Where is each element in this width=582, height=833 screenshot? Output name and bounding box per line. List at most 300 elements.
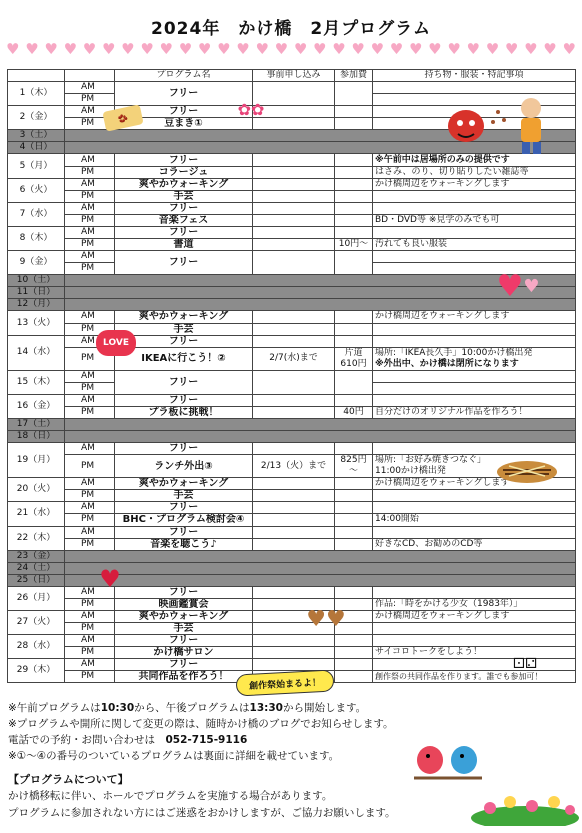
am-cell: AM: [65, 154, 115, 166]
table-row: [8, 311, 576, 323]
closed-cell: [65, 419, 576, 431]
fee-cell: [335, 154, 373, 166]
fee-cell: 40円: [335, 406, 373, 418]
note-cell: [373, 586, 576, 598]
table-row-closed: [8, 419, 576, 431]
pm-cell: PM: [65, 166, 115, 178]
pm-cell: PM: [65, 455, 115, 478]
table-row: [8, 490, 576, 502]
border-heart-icon: ♥: [524, 40, 538, 58]
program-cell: フリー: [115, 394, 253, 406]
program-cell: フリー: [115, 251, 253, 275]
table-row: [8, 178, 576, 190]
program-cell: かけ橋サロン: [115, 647, 253, 659]
am-cell: AM: [65, 586, 115, 598]
table-row: [8, 406, 576, 418]
am-cell: AM: [65, 394, 115, 406]
program-cell: フリー: [115, 202, 253, 214]
border-heart-icon: ♥: [389, 40, 404, 58]
program-cell: 音楽を聴こう♪: [115, 538, 253, 550]
note-cell: [373, 406, 576, 418]
fee-cell: [335, 659, 373, 671]
border-heart-icon: ♥: [217, 40, 231, 58]
pm-cell: PM: [65, 671, 115, 683]
program-cell: 共同作品を作ろう！: [115, 671, 253, 683]
table-row: [8, 166, 576, 178]
program-cell: フリー: [115, 82, 253, 106]
closed-cell: [65, 574, 576, 586]
fee-cell: [335, 166, 373, 178]
flower-bush-icon: [470, 780, 580, 826]
note-cell: [373, 526, 576, 538]
fee-cell: [335, 82, 373, 106]
table-row: [8, 610, 576, 622]
program-cell: フリー: [115, 335, 253, 347]
border-heart-icon: ♥: [82, 40, 97, 58]
fee-cell: [335, 323, 373, 335]
date-cell: 11（日）: [8, 287, 65, 299]
note-cell: [373, 190, 576, 202]
note-cell: かけ橋周辺をウォーキングします: [373, 610, 576, 622]
apply-cell: [253, 202, 335, 214]
table-row: [8, 623, 576, 635]
program-cell: プラ板に挑戦！: [115, 406, 253, 418]
date-cell: 27（火）: [8, 610, 65, 634]
date-cell: 5（月）: [8, 154, 65, 178]
program-cell: コラージュ: [115, 166, 253, 178]
date-cell: 1（木）: [8, 82, 65, 106]
note-cell: ※午前中は居場所のみの提供です: [373, 154, 576, 166]
date-cell: 3（土）: [8, 130, 65, 142]
table-row: [8, 635, 576, 647]
border-heart-icon: ♥: [543, 40, 557, 58]
table-header-row: [8, 70, 576, 82]
note-line: 創作祭の共同作品を作ります。誰でも参加可！: [375, 672, 543, 682]
note-line: サイコロトークをしよう！: [375, 647, 483, 658]
am-cell: AM: [65, 478, 115, 490]
am-cell: AM: [65, 526, 115, 538]
mamemaki-sign-icon: 🫘: [102, 104, 143, 131]
border-heart-icon: ♥: [447, 40, 461, 58]
apply-cell: [253, 502, 335, 514]
note-cell: [373, 227, 576, 239]
border-heart-icon: ♥: [351, 40, 365, 58]
pm-cell: PM: [65, 490, 115, 502]
border-heart-icon: ♥: [178, 40, 193, 58]
apply-cell: [253, 538, 335, 550]
header-notes: 持ち物・服装・特記事項: [373, 70, 576, 82]
program-cell: フリー: [115, 106, 253, 118]
about-line: かけ橋移転に伴い、ホールでプログラムを実施する場合があります。: [8, 790, 333, 802]
border-heart-icon: ♥: [25, 40, 39, 58]
fee-cell: [335, 227, 373, 239]
table-row: [8, 478, 576, 490]
date-cell: 7（水）: [8, 202, 65, 226]
note-cell: [373, 490, 576, 502]
header-date: [8, 70, 65, 82]
am-cell: AM: [65, 610, 115, 622]
fee-cell: [335, 190, 373, 202]
date-cell: 17（土）: [8, 419, 65, 431]
apply-cell: [253, 586, 335, 598]
note-cell: [373, 214, 576, 226]
table-row: [8, 190, 576, 202]
border-heart-icon: ♥: [236, 40, 250, 58]
date-cell: 22（木）: [8, 526, 65, 550]
closed-cell: [65, 431, 576, 443]
program-cell: フリー: [115, 502, 253, 514]
note-line: 14:00開始: [375, 514, 419, 525]
note-cell: [373, 538, 576, 550]
fee-cell: 10円～: [335, 239, 373, 251]
date-cell: 18（日）: [8, 431, 65, 443]
note-line: 場所:「IKEA長久手」10:00かけ橋出発: [375, 347, 533, 358]
date-cell: 20（火）: [8, 478, 65, 502]
program-cell: フリー: [115, 154, 253, 166]
apply-cell: [253, 647, 335, 659]
date-cell: 16（金）: [8, 394, 65, 418]
pm-cell: PM: [65, 239, 115, 251]
hearts-cluster-icon: ♥ ♥: [496, 268, 540, 304]
program-table: [7, 69, 576, 683]
pm-cell: PM: [65, 190, 115, 202]
header-fee: 参加費: [335, 70, 373, 82]
apply-cell: [253, 190, 335, 202]
date-cell: 2（金）: [8, 106, 65, 130]
apply-cell: [253, 323, 335, 335]
apply-cell: [253, 478, 335, 490]
date-cell: 19（月）: [8, 443, 65, 478]
table-row-closed: [8, 431, 576, 443]
fee-cell: [335, 335, 373, 347]
border-heart-icon: ♥: [197, 40, 212, 58]
am-cell: AM: [65, 82, 115, 94]
fee-cell: [335, 311, 373, 323]
program-cell: 豆まき①: [115, 118, 253, 130]
note-line: 電話での予約・お問い合わせは 052-715-9116: [8, 734, 248, 746]
border-heart-icon: ♥: [562, 40, 576, 58]
note-line: 汚れても良い服装: [375, 239, 448, 250]
apply-cell: [253, 514, 335, 526]
apply-cell: [253, 178, 335, 190]
program-cell: 爽やかウォーキング: [115, 311, 253, 323]
note-line: ※①～④の番号のついているプログラムは裏面に詳細を載せています。: [8, 750, 340, 762]
program-cell: BHC・プログラム検討会④: [115, 514, 253, 526]
border-heart-icon: ♥: [101, 40, 116, 58]
am-cell: AM: [65, 311, 115, 323]
fee-cell: [335, 514, 373, 526]
date-cell: 24（土）: [8, 562, 65, 574]
table-row: [8, 347, 576, 370]
pm-cell: PM: [65, 538, 115, 550]
program-cell: 音楽フェス: [115, 214, 253, 226]
pm-cell: PM: [65, 214, 115, 226]
fee-cell: [335, 202, 373, 214]
fee-cell: [335, 502, 373, 514]
note-cell: [373, 202, 576, 214]
border-heart-icon: ♥: [332, 40, 346, 58]
table-row: [8, 647, 576, 659]
am-cell: AM: [65, 659, 115, 671]
am-cell: AM: [65, 335, 115, 347]
fee-cell: [335, 106, 373, 118]
note-line: ※プログラムや開所に関して変更の際は、随時かけ橋のブログでお知らせします。: [8, 718, 394, 730]
plum-flower-icon: ✿✿: [237, 99, 265, 119]
apply-cell: [253, 406, 335, 418]
apply-cell: [253, 227, 335, 239]
program-cell: ランチ外出③: [115, 455, 253, 478]
note-cell: [373, 239, 576, 251]
apply-cell: [253, 239, 335, 251]
note-cell: [373, 659, 576, 671]
fee-cell: [335, 671, 373, 683]
apply-cell: [253, 370, 335, 394]
note-line: 自分だけのオリジナル作品を作ろう！: [375, 407, 528, 418]
am-cell: AM: [65, 227, 115, 239]
note-line: 11:00かけ橋出発: [375, 466, 446, 477]
date-cell: 12（月）: [8, 299, 65, 311]
pm-cell: PM: [65, 647, 115, 659]
note-line: 好きなCD、お勧めのCD等: [375, 538, 483, 549]
program-cell: IKEAに行こう！②: [115, 347, 253, 370]
table-row-closed: [8, 574, 576, 586]
note-cell: [373, 514, 576, 526]
apply-cell: [253, 214, 335, 226]
note-cell: [373, 647, 576, 659]
fee-cell: 825円～: [335, 455, 373, 478]
apply-cell: [253, 154, 335, 166]
table-row: [8, 202, 576, 214]
date-cell: 10（土）: [8, 275, 65, 287]
fee-cell: [335, 538, 373, 550]
fee-cell: 片道 610円: [335, 347, 373, 370]
note-cell: [373, 382, 576, 394]
date-cell: 25（日）: [8, 574, 65, 586]
border-heart-icon: ♥: [274, 40, 289, 58]
pm-cell: PM: [65, 623, 115, 635]
about-heading: 【プログラムについて】: [8, 773, 129, 786]
border-heart-icon: ♥: [140, 40, 154, 58]
border-heart-icon: ♥: [504, 40, 519, 58]
pm-cell: PM: [65, 598, 115, 610]
table-row: [8, 239, 576, 251]
fee-cell: [335, 647, 373, 659]
fee-cell: [335, 526, 373, 538]
note-cell: [373, 443, 576, 455]
table-row: [8, 335, 576, 347]
am-cell: AM: [65, 443, 115, 455]
about-line: プログラムに参加されない方にはご迷惑をおかけしますが、ご協力お願いします。: [8, 807, 396, 819]
fee-cell: [335, 394, 373, 406]
gift-heart-icon: ♥: [99, 565, 121, 593]
okonomiyaki-icon: [495, 454, 559, 484]
note-line: 場所:「お好み焼きつなぐ」: [375, 455, 487, 466]
program-cell: フリー: [115, 635, 253, 647]
program-cell: フリー: [115, 227, 253, 239]
program-cell: 手芸: [115, 490, 253, 502]
note-cell: [373, 335, 576, 347]
apply-cell: [253, 335, 335, 347]
table-row: [8, 251, 576, 263]
fee-cell: [335, 478, 373, 490]
pm-cell: PM: [65, 323, 115, 335]
apply-cell: 2/7(水)まで: [253, 347, 335, 370]
speech-bubble: 創作祭始まるよ！: [235, 669, 334, 696]
program-cell: 書道: [115, 239, 253, 251]
pm-cell: PM: [65, 347, 115, 370]
border-heart-icon: ♥: [370, 40, 385, 58]
apply-cell: [253, 311, 335, 323]
date-cell: 6（火）: [8, 178, 65, 202]
pm-cell: PM: [65, 263, 115, 275]
fee-cell: [335, 251, 373, 275]
date-cell: 21（水）: [8, 502, 65, 526]
am-cell: AM: [65, 202, 115, 214]
border-heart-icon: ♥: [466, 40, 480, 58]
fee-cell: [335, 443, 373, 455]
am-cell: AM: [65, 635, 115, 647]
love-heart-icon: LOVE: [96, 330, 136, 356]
border-heart-icon: ♥: [63, 40, 78, 58]
am-cell: AM: [65, 502, 115, 514]
date-cell: 4（日）: [8, 142, 65, 154]
pm-cell: PM: [65, 514, 115, 526]
date-cell: 15（木）: [8, 370, 65, 394]
border-heart-icon: ♥: [428, 40, 442, 58]
date-cell: 29（木）: [8, 659, 65, 683]
am-cell: AM: [65, 106, 115, 118]
note-line: 作品:「時をかける少女（1983年）」: [375, 598, 523, 609]
apply-cell: [253, 394, 335, 406]
apply-cell: [253, 251, 335, 275]
table-row: [8, 502, 576, 514]
oni-boy-illustration-icon: [436, 92, 566, 156]
note-cell: かけ橋周辺をウォーキングします: [373, 178, 576, 190]
border-heart-icon: ♥: [255, 40, 269, 58]
table-row: [8, 443, 576, 455]
border-heart-icon: ♥: [121, 40, 135, 58]
fee-cell: [335, 370, 373, 394]
table-row: [8, 227, 576, 239]
table-row: [8, 394, 576, 406]
table-row-closed: [8, 562, 576, 574]
border-heart-icon: ♥: [293, 40, 308, 58]
apply-cell: [253, 166, 335, 178]
border-heart-icon: ♥: [485, 40, 500, 58]
table-row: [8, 526, 576, 538]
table-row: [8, 214, 576, 226]
note-line: はさみ、のり、切り貼りしたい雑誌等: [375, 166, 529, 177]
note-cell: [373, 370, 576, 382]
apply-cell: [253, 443, 335, 455]
apply-cell: 2/13（火）まで: [253, 455, 335, 478]
pm-cell: PM: [65, 118, 115, 130]
date-cell: 9（金）: [8, 251, 65, 275]
pm-cell: PM: [65, 94, 115, 106]
table-row: [8, 370, 576, 382]
note-cell: [373, 347, 576, 370]
border-heart-icon: ♥: [44, 40, 58, 58]
note-cell: [373, 166, 576, 178]
fee-cell: [335, 586, 373, 598]
note-cell: [373, 623, 576, 635]
date-cell: 8（木）: [8, 227, 65, 251]
about-section: [8, 771, 478, 822]
date-cell: 26（月）: [8, 586, 65, 610]
program-cell: フリー: [115, 370, 253, 394]
header-program: プログラム名: [115, 70, 253, 82]
program-cell: 爽やかウォーキング: [115, 178, 253, 190]
border-heart-icon: ♥: [313, 40, 327, 58]
table-row: [8, 586, 576, 598]
date-cell: 28（水）: [8, 635, 65, 659]
note-line: ※午前プログラムは10:30から、午後プログラムは13:30から開始します。: [8, 702, 367, 714]
date-cell: 23（金）: [8, 550, 65, 562]
note-cell: [373, 323, 576, 335]
date-cell: 13（火）: [8, 311, 65, 335]
table-row-closed: [8, 550, 576, 562]
table-row: [8, 538, 576, 550]
note-line: BD・DVD等 ※見学のみでも可: [375, 214, 500, 225]
note-cell: [373, 671, 576, 683]
program-cell: フリー: [115, 659, 253, 671]
closed-cell: [65, 550, 576, 562]
heart-cookies-icon: ♥♥: [306, 606, 346, 632]
table-row: [8, 323, 576, 335]
program-cell: フリー: [115, 526, 253, 538]
table-row: [8, 598, 576, 610]
am-cell: AM: [65, 178, 115, 190]
table-row: [8, 659, 576, 671]
header-apply: 事前申し込み: [253, 70, 335, 82]
note-cell: かけ橋周辺をウォーキングします: [373, 311, 576, 323]
hearts-border: [6, 38, 576, 60]
note-cell: [373, 251, 576, 263]
header-ampm: [65, 70, 115, 82]
note-cell: [373, 598, 576, 610]
program-cell: 手芸: [115, 623, 253, 635]
closed-cell: [65, 562, 576, 574]
program-cell: 手芸: [115, 323, 253, 335]
fee-cell: [335, 178, 373, 190]
program-cell: 映画鑑賞会: [115, 598, 253, 610]
note-cell: かけ橋周辺をウォーキングします: [373, 478, 576, 490]
program-cell: フリー: [115, 586, 253, 598]
am-cell: AM: [65, 251, 115, 263]
dice-icon: ⚀⚁: [512, 656, 538, 672]
fee-cell: [335, 118, 373, 130]
notes-section: [8, 700, 508, 764]
apply-cell: [253, 490, 335, 502]
am-cell: AM: [65, 370, 115, 382]
border-heart-icon: ♥: [6, 40, 20, 58]
fee-cell: [335, 490, 373, 502]
table-row: [8, 514, 576, 526]
pm-cell: PM: [65, 382, 115, 394]
border-heart-icon: ♥: [159, 40, 173, 58]
note-line: ※外出中、かけ橋は閉所になります: [375, 358, 519, 369]
page-title: 2024年 かけ橋 2月プログラム: [151, 19, 431, 39]
program-cell: 爽やかウォーキング: [115, 610, 253, 622]
note-cell: [373, 394, 576, 406]
pm-cell: PM: [65, 406, 115, 418]
program-cell: 手芸: [115, 190, 253, 202]
border-heart-icon: ♥: [408, 40, 423, 58]
table-row: [8, 455, 576, 478]
fee-cell: [335, 214, 373, 226]
program-cell: フリー: [115, 443, 253, 455]
program-cell: 爽やかウォーキング: [115, 478, 253, 490]
